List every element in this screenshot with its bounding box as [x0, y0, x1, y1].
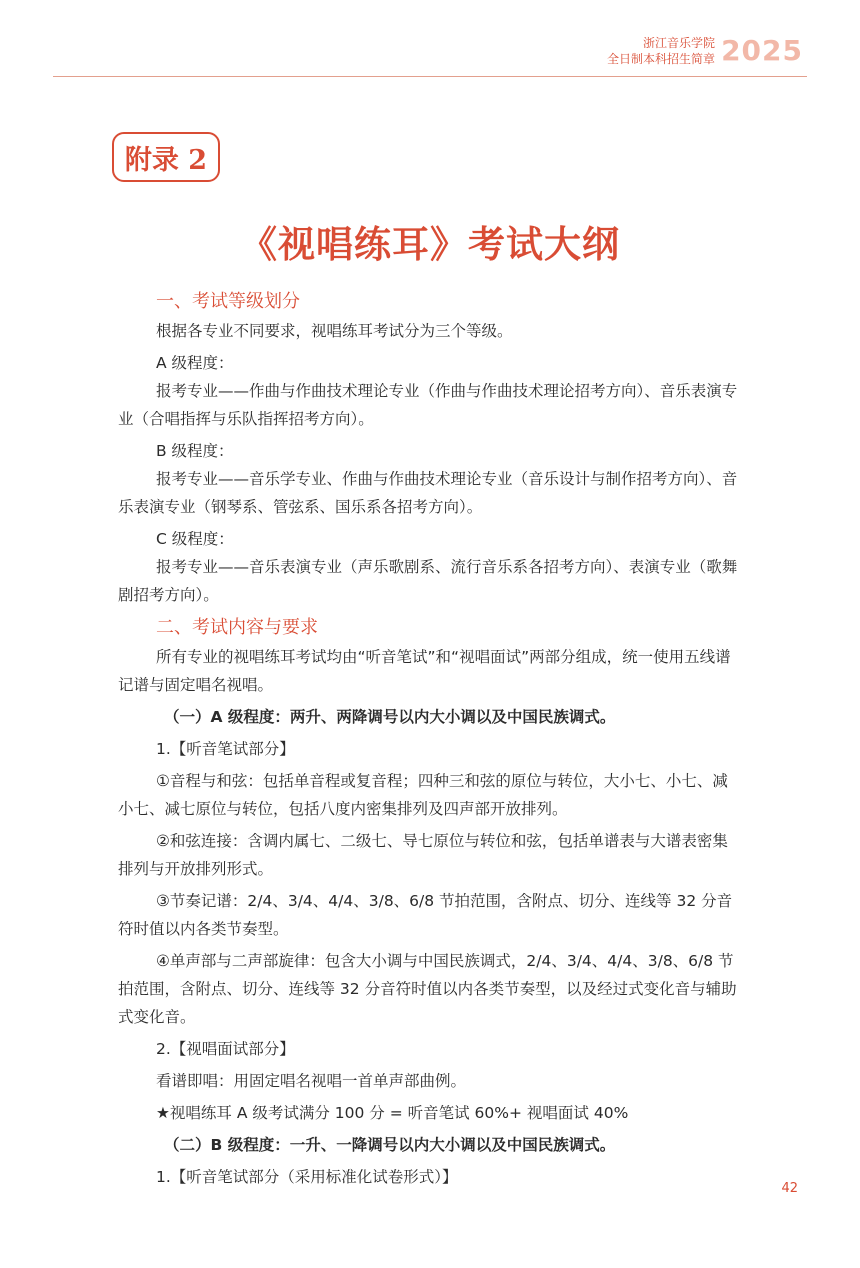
header-year: 2025 [721, 34, 803, 67]
document-title: 《视唱练耳》考试大纲 [240, 222, 620, 266]
part-a-oral-label: 2.【视唱面试部分】 [156, 1040, 295, 1058]
section-1-intro: 根据各专业不同要求，视唱练耳考试分为三个等级。 [156, 322, 513, 340]
section-1-heading: 一、考试等级划分 [156, 291, 300, 312]
level-b-label: B 级程度： [156, 442, 234, 460]
header-text [607, 35, 715, 67]
part-a-item-1: ①音程与和弦：包括单音程或复音程；四种三和弦的原位与转位，大小七、小七、减小七、减七原位与转位，包括八度内密集排列及四声部开放排列。 [118, 772, 728, 818]
header-divider [53, 76, 807, 77]
running-header [607, 34, 803, 67]
section-2-heading: 二、考试内容与要求 [156, 617, 318, 638]
page-number: 42 [781, 1181, 798, 1196]
part-a-oral-text: 看谱即唱：用固定唱名视唱一首单声部曲例。 [156, 1072, 467, 1090]
header-school: 浙江音乐学院 [643, 35, 716, 50]
part-a-heading: （一）A 级程度：两升、两降调号以内大小调以及中国民族调式。 [164, 708, 616, 726]
part-b-written-label: 1.【听音笔试部分（采用标准化试卷形式）】 [156, 1168, 458, 1186]
header-brochure: 全日制本科招生简章 [607, 51, 716, 66]
level-b-text: 报考专业——音乐学专业、作曲与作曲技术理论专业（音乐设计与制作招考方向）、音乐表演专业（钢琴系、管弦系、国乐系各招考方向）。 [118, 470, 738, 516]
document-body [118, 287, 741, 1191]
level-a-text: 报考专业——作曲与作曲技术理论专业（作曲与作曲技术理论招考方向）、音乐表演专业（合唱指挥与乐队指挥招考方向）。 [118, 382, 738, 428]
level-c-label: C 级程度： [156, 530, 234, 548]
level-c-text: 报考专业——音乐表演专业（声乐歌剧系、流行音乐系各招考方向）、表演专业（歌舞剧招考方向）。 [118, 558, 738, 604]
part-a-item-3: ③节奏记谱：2/4、3/4、4/4、3/8、6/8 节拍范围，含附点、切分、连线等 32 分音符时值以内各类节奏型。 [118, 892, 733, 938]
level-a-label: A 级程度： [156, 354, 234, 372]
section-2-intro: 所有专业的视唱练耳考试均由“听音笔试”和“视唱面试”两部分组成，统一使用五线谱记谱与固定唱名视唱。 [118, 648, 731, 694]
part-a-item-4: ④单声部与二声部旋律：包含大小调与中国民族调式，2/4、3/4、4/4、3/8、6/8 节拍范围，含附点、切分、连线等 32 分音符时值以内各类节奏型，以及经过式变化音与辅助式变化音。 [118, 952, 737, 1026]
part-a-score: ★视唱练耳 A 级考试满分 100 分 = 听音笔试 60%+ 视唱面试 40% [156, 1104, 629, 1122]
part-b-heading: （二）B 级程度：一升、一降调号以内大小调以及中国民族调式。 [164, 1136, 616, 1154]
part-a-item-2: ②和弦连接：含调内属七、二级七、导七原位与转位和弦，包括单谱表与大谱表密集排列与开放排列形式。 [118, 832, 728, 878]
part-a-written-label: 1.【听音笔试部分】 [156, 740, 295, 758]
appendix-label: 附录 2 [112, 132, 220, 182]
